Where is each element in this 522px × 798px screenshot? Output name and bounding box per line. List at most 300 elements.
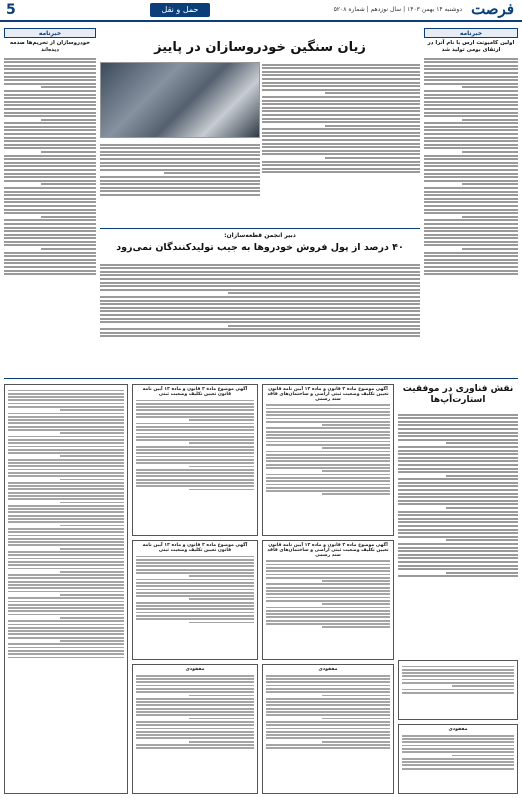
text-line — [136, 485, 254, 487]
text-line — [424, 266, 518, 268]
text-line — [446, 475, 518, 477]
text-line — [8, 518, 124, 520]
ad-box-1 — [262, 384, 394, 536]
text-line — [266, 457, 390, 459]
text-line — [8, 624, 124, 626]
text-line — [100, 169, 260, 171]
notice-1 — [398, 660, 518, 720]
text-line — [452, 755, 514, 757]
text-line — [424, 241, 518, 243]
text-line — [8, 469, 124, 471]
text-line — [266, 560, 390, 562]
text-line — [4, 227, 96, 229]
text-line — [136, 579, 254, 581]
text-line — [266, 711, 390, 713]
text-line — [136, 731, 254, 733]
text-line — [424, 194, 518, 196]
text-line — [60, 455, 124, 457]
text-line — [462, 216, 518, 218]
text-line — [262, 135, 420, 137]
text-line — [8, 604, 124, 606]
tech-story-body — [398, 412, 518, 656]
text-line — [8, 446, 124, 448]
text-line — [398, 503, 518, 505]
text-line — [136, 589, 254, 591]
text-line — [266, 490, 390, 492]
text-line — [4, 104, 96, 106]
text-line — [100, 183, 260, 185]
text-line — [4, 147, 96, 149]
text-line — [4, 180, 96, 182]
text-line — [41, 86, 96, 88]
text-line — [136, 400, 254, 402]
text-line — [4, 115, 96, 117]
text-line — [100, 190, 260, 192]
text-line — [136, 734, 254, 736]
text-line — [8, 650, 124, 652]
text-line — [398, 432, 518, 434]
text-line — [4, 76, 96, 78]
text-line — [8, 465, 124, 467]
text-line — [8, 429, 124, 431]
text-line — [4, 244, 96, 246]
text-line — [424, 97, 518, 99]
text-line — [8, 521, 124, 523]
text-line — [4, 126, 96, 128]
text-line — [266, 681, 390, 683]
text-line — [424, 259, 518, 261]
text-line — [322, 424, 390, 426]
page-number: 5 — [6, 2, 16, 18]
text-line — [322, 695, 390, 697]
text-line — [100, 267, 420, 269]
text-line — [4, 140, 96, 142]
text-line — [136, 612, 254, 614]
text-line — [398, 457, 518, 459]
text-line — [8, 528, 124, 530]
text-line — [189, 575, 254, 577]
text-line — [189, 741, 254, 743]
text-line — [8, 647, 124, 649]
text-line — [4, 144, 96, 146]
text-line — [100, 274, 420, 276]
text-line — [8, 515, 124, 517]
text-line — [8, 620, 124, 622]
text-line — [424, 237, 518, 239]
text-line — [398, 478, 518, 480]
text-line — [398, 424, 518, 426]
text-line — [4, 234, 96, 236]
text-line — [402, 764, 514, 766]
text-line — [8, 627, 124, 629]
text-line — [266, 623, 390, 625]
text-line — [8, 544, 124, 546]
text-line — [424, 129, 518, 131]
text-line — [136, 565, 254, 567]
text-line — [424, 83, 518, 85]
text-line — [398, 514, 518, 516]
text-line — [262, 150, 420, 152]
text-line — [424, 227, 518, 229]
text-line — [189, 598, 254, 600]
text-line — [402, 738, 514, 740]
text-line — [322, 470, 390, 472]
text-line — [266, 574, 390, 576]
text-line — [266, 487, 390, 489]
text-line — [136, 615, 254, 617]
text-line — [100, 176, 260, 178]
text-line — [8, 439, 124, 441]
text-line — [4, 237, 96, 239]
text-line — [266, 721, 390, 723]
text-line — [266, 597, 390, 599]
text-line — [266, 434, 390, 436]
text-line — [136, 462, 254, 464]
text-line — [8, 614, 124, 616]
tech-story-title: نقش فناوری در موفقیت استارت‌آپ‌ها — [402, 384, 514, 405]
text-line — [4, 270, 96, 272]
text-line — [266, 444, 390, 446]
text-line — [4, 212, 96, 214]
text-line — [262, 139, 420, 141]
notice-3 — [262, 664, 394, 794]
text-line — [136, 747, 254, 749]
text-line — [189, 695, 254, 697]
text-line — [398, 575, 518, 577]
text-line — [41, 183, 96, 185]
text-line — [4, 94, 96, 96]
text-line — [262, 146, 420, 148]
text-line — [136, 737, 254, 739]
text-line — [266, 427, 390, 429]
text-line — [8, 637, 124, 639]
text-line — [136, 744, 254, 746]
text-line — [424, 234, 518, 236]
text-line — [4, 158, 96, 160]
text-line — [398, 485, 518, 487]
text-line — [8, 541, 124, 543]
text-line — [266, 616, 390, 618]
text-line — [266, 620, 390, 622]
right-column-body — [424, 56, 518, 374]
text-line — [8, 459, 124, 461]
text-line — [8, 568, 124, 570]
text-line — [189, 419, 254, 421]
text-line — [136, 426, 254, 428]
text-line — [322, 603, 390, 605]
text-line — [266, 600, 390, 602]
text-line — [266, 484, 390, 486]
left-box-label: خبرنامه — [4, 28, 96, 38]
notice-2 — [398, 724, 518, 794]
text-line — [164, 172, 260, 174]
notice-title: مفقودی — [185, 667, 205, 672]
text-line — [136, 618, 254, 620]
text-line — [398, 518, 518, 520]
text-line — [4, 259, 96, 261]
text-line — [136, 406, 254, 408]
text-line — [8, 584, 124, 586]
text-line — [398, 536, 518, 538]
text-line — [398, 561, 518, 563]
text-line — [136, 688, 254, 690]
text-line — [60, 594, 124, 596]
text-line — [136, 721, 254, 723]
text-line — [100, 162, 260, 164]
text-line — [100, 194, 260, 196]
notice-title: مفقودی — [448, 727, 468, 732]
text-line — [100, 303, 420, 305]
text-line — [402, 751, 514, 753]
text-line — [446, 539, 518, 541]
text-line — [262, 85, 420, 87]
text-line — [136, 582, 254, 584]
text-line — [100, 278, 420, 280]
text-line — [424, 72, 518, 74]
text-line — [4, 68, 96, 70]
text-line — [266, 454, 390, 456]
main-story-photo — [100, 62, 260, 138]
text-line — [398, 565, 518, 567]
text-line — [136, 556, 254, 558]
text-line — [8, 406, 124, 408]
text-line — [189, 622, 254, 624]
text-line — [398, 453, 518, 455]
text-line — [325, 92, 420, 94]
text-line — [136, 562, 254, 564]
text-line — [462, 248, 518, 250]
text-line — [424, 270, 518, 272]
text-line — [100, 154, 260, 156]
text-line — [136, 681, 254, 683]
text-line — [262, 128, 420, 130]
text-line — [4, 194, 96, 196]
text-line — [136, 456, 254, 458]
text-line — [398, 489, 518, 491]
text-line — [8, 505, 124, 507]
text-line — [136, 479, 254, 481]
text-line — [402, 689, 514, 691]
ad-box-2 — [262, 540, 394, 660]
text-line — [100, 328, 420, 330]
text-line — [266, 474, 390, 476]
text-line — [262, 161, 420, 163]
text-line — [262, 103, 420, 105]
text-line — [266, 583, 390, 585]
text-line — [398, 496, 518, 498]
text-line — [8, 393, 124, 395]
text-line — [402, 741, 514, 743]
text-line — [266, 570, 390, 572]
text-line — [446, 572, 518, 574]
ad-title: آگهی موضوع ماده ۳ قانون و ماده ۱۳ آیین نامه قانون تعیین تکلیف وضعیت ثبتی — [142, 543, 248, 553]
text-line — [424, 65, 518, 67]
text-line — [8, 597, 124, 599]
text-line — [189, 466, 254, 468]
text-line — [402, 761, 514, 763]
text-line — [8, 610, 124, 612]
text-line — [424, 191, 518, 193]
text-line — [424, 176, 518, 178]
text-line — [4, 219, 96, 221]
text-line — [60, 640, 124, 642]
text-line — [100, 158, 260, 160]
text-line — [402, 758, 514, 760]
text-line — [424, 158, 518, 160]
main-headline: زیان سنگین خودروسازان در پاییز — [154, 40, 366, 55]
text-line — [322, 580, 390, 582]
text-line — [266, 698, 390, 700]
text-line — [60, 479, 124, 481]
text-line — [325, 157, 420, 159]
section-rule — [4, 378, 518, 379]
text-line — [136, 708, 254, 710]
text-line — [136, 569, 254, 571]
text-line — [262, 100, 420, 102]
text-line — [424, 76, 518, 78]
text-line — [262, 96, 420, 98]
text-line — [424, 79, 518, 81]
notice-title: مفقودی — [318, 667, 338, 672]
text-line — [424, 147, 518, 149]
divider-rule — [100, 228, 420, 229]
text-line — [100, 187, 260, 189]
text-line — [100, 271, 420, 273]
text-line — [402, 748, 514, 750]
text-line — [424, 205, 518, 207]
text-line — [262, 153, 420, 155]
text-line — [262, 164, 420, 166]
text-line — [424, 108, 518, 110]
text-line — [8, 587, 124, 589]
text-line — [398, 471, 518, 473]
text-line — [136, 416, 254, 418]
text-line — [398, 543, 518, 545]
text-line — [266, 404, 390, 406]
text-line — [266, 460, 390, 462]
text-line — [8, 442, 124, 444]
text-line — [398, 421, 518, 423]
text-line — [8, 492, 124, 494]
text-line — [100, 289, 420, 291]
text-line — [8, 601, 124, 603]
text-line — [136, 605, 254, 607]
text-line — [398, 529, 518, 531]
text-line — [424, 94, 518, 96]
text-line — [322, 741, 390, 743]
text-line — [41, 248, 96, 250]
text-line — [398, 554, 518, 556]
text-line — [424, 140, 518, 142]
text-line — [266, 431, 390, 433]
text-line — [8, 591, 124, 593]
text-line — [266, 480, 390, 482]
text-line — [8, 436, 124, 438]
text-line — [100, 300, 420, 302]
ad-title: آگهی موضوع ماده ۳ قانون و ماده ۱۳ آیین نامه قانون تعیین تکلیف وضعیت ثبتی اراضی و ساختمان‌های فاقد سند رسمی — [267, 387, 389, 402]
text-line — [424, 209, 518, 211]
text-line — [424, 165, 518, 167]
text-line — [262, 118, 420, 120]
text-line — [8, 449, 124, 451]
text-line — [262, 171, 420, 173]
text-line — [100, 165, 260, 167]
text-line — [8, 396, 124, 398]
ad-column-left — [4, 384, 128, 794]
text-line — [266, 411, 390, 413]
text-line — [136, 602, 254, 604]
text-line — [136, 413, 254, 415]
text-line — [4, 230, 96, 232]
left-column-title: خودروسازان از تحریم‌ها صدمه دیده‌اند — [9, 40, 91, 53]
text-line — [402, 675, 514, 677]
text-line — [424, 61, 518, 63]
text-line — [136, 446, 254, 448]
text-line — [189, 718, 254, 720]
text-line — [8, 564, 124, 566]
text-line — [8, 482, 124, 484]
text-line — [4, 169, 96, 171]
text-line — [424, 219, 518, 221]
text-line — [100, 264, 420, 266]
text-line — [266, 685, 390, 687]
text-line — [100, 310, 420, 312]
text-line — [8, 452, 124, 454]
text-line — [398, 493, 518, 495]
text-line — [4, 65, 96, 67]
text-line — [136, 595, 254, 597]
text-line — [100, 314, 420, 316]
text-line — [136, 711, 254, 713]
text-line — [402, 745, 514, 747]
text-line — [398, 428, 518, 430]
text-line — [424, 252, 518, 254]
ad-box-3 — [132, 384, 258, 536]
text-line — [8, 485, 124, 487]
text-line — [136, 452, 254, 454]
text-line — [60, 432, 124, 434]
text-line — [4, 108, 96, 110]
text-line — [4, 173, 96, 175]
text-line — [266, 590, 390, 592]
text-line — [424, 162, 518, 164]
text-line — [60, 571, 124, 573]
text-line — [4, 273, 96, 275]
text-line — [402, 672, 514, 674]
text-line — [4, 155, 96, 157]
text-line — [262, 89, 420, 91]
text-line — [8, 422, 124, 424]
text-line — [4, 129, 96, 131]
text-line — [100, 144, 260, 146]
text-line — [424, 212, 518, 214]
text-line — [266, 675, 390, 677]
text-line — [398, 550, 518, 552]
text-line — [4, 83, 96, 85]
text-line — [4, 191, 96, 193]
text-line — [136, 436, 254, 438]
text-line — [424, 223, 518, 225]
text-line — [136, 704, 254, 706]
text-line — [8, 657, 124, 659]
notice-4 — [132, 664, 258, 794]
text-line — [136, 409, 254, 411]
text-line — [266, 714, 390, 716]
text-line — [266, 744, 390, 746]
text-line — [266, 593, 390, 595]
text-line — [60, 617, 124, 619]
text-line — [266, 577, 390, 579]
